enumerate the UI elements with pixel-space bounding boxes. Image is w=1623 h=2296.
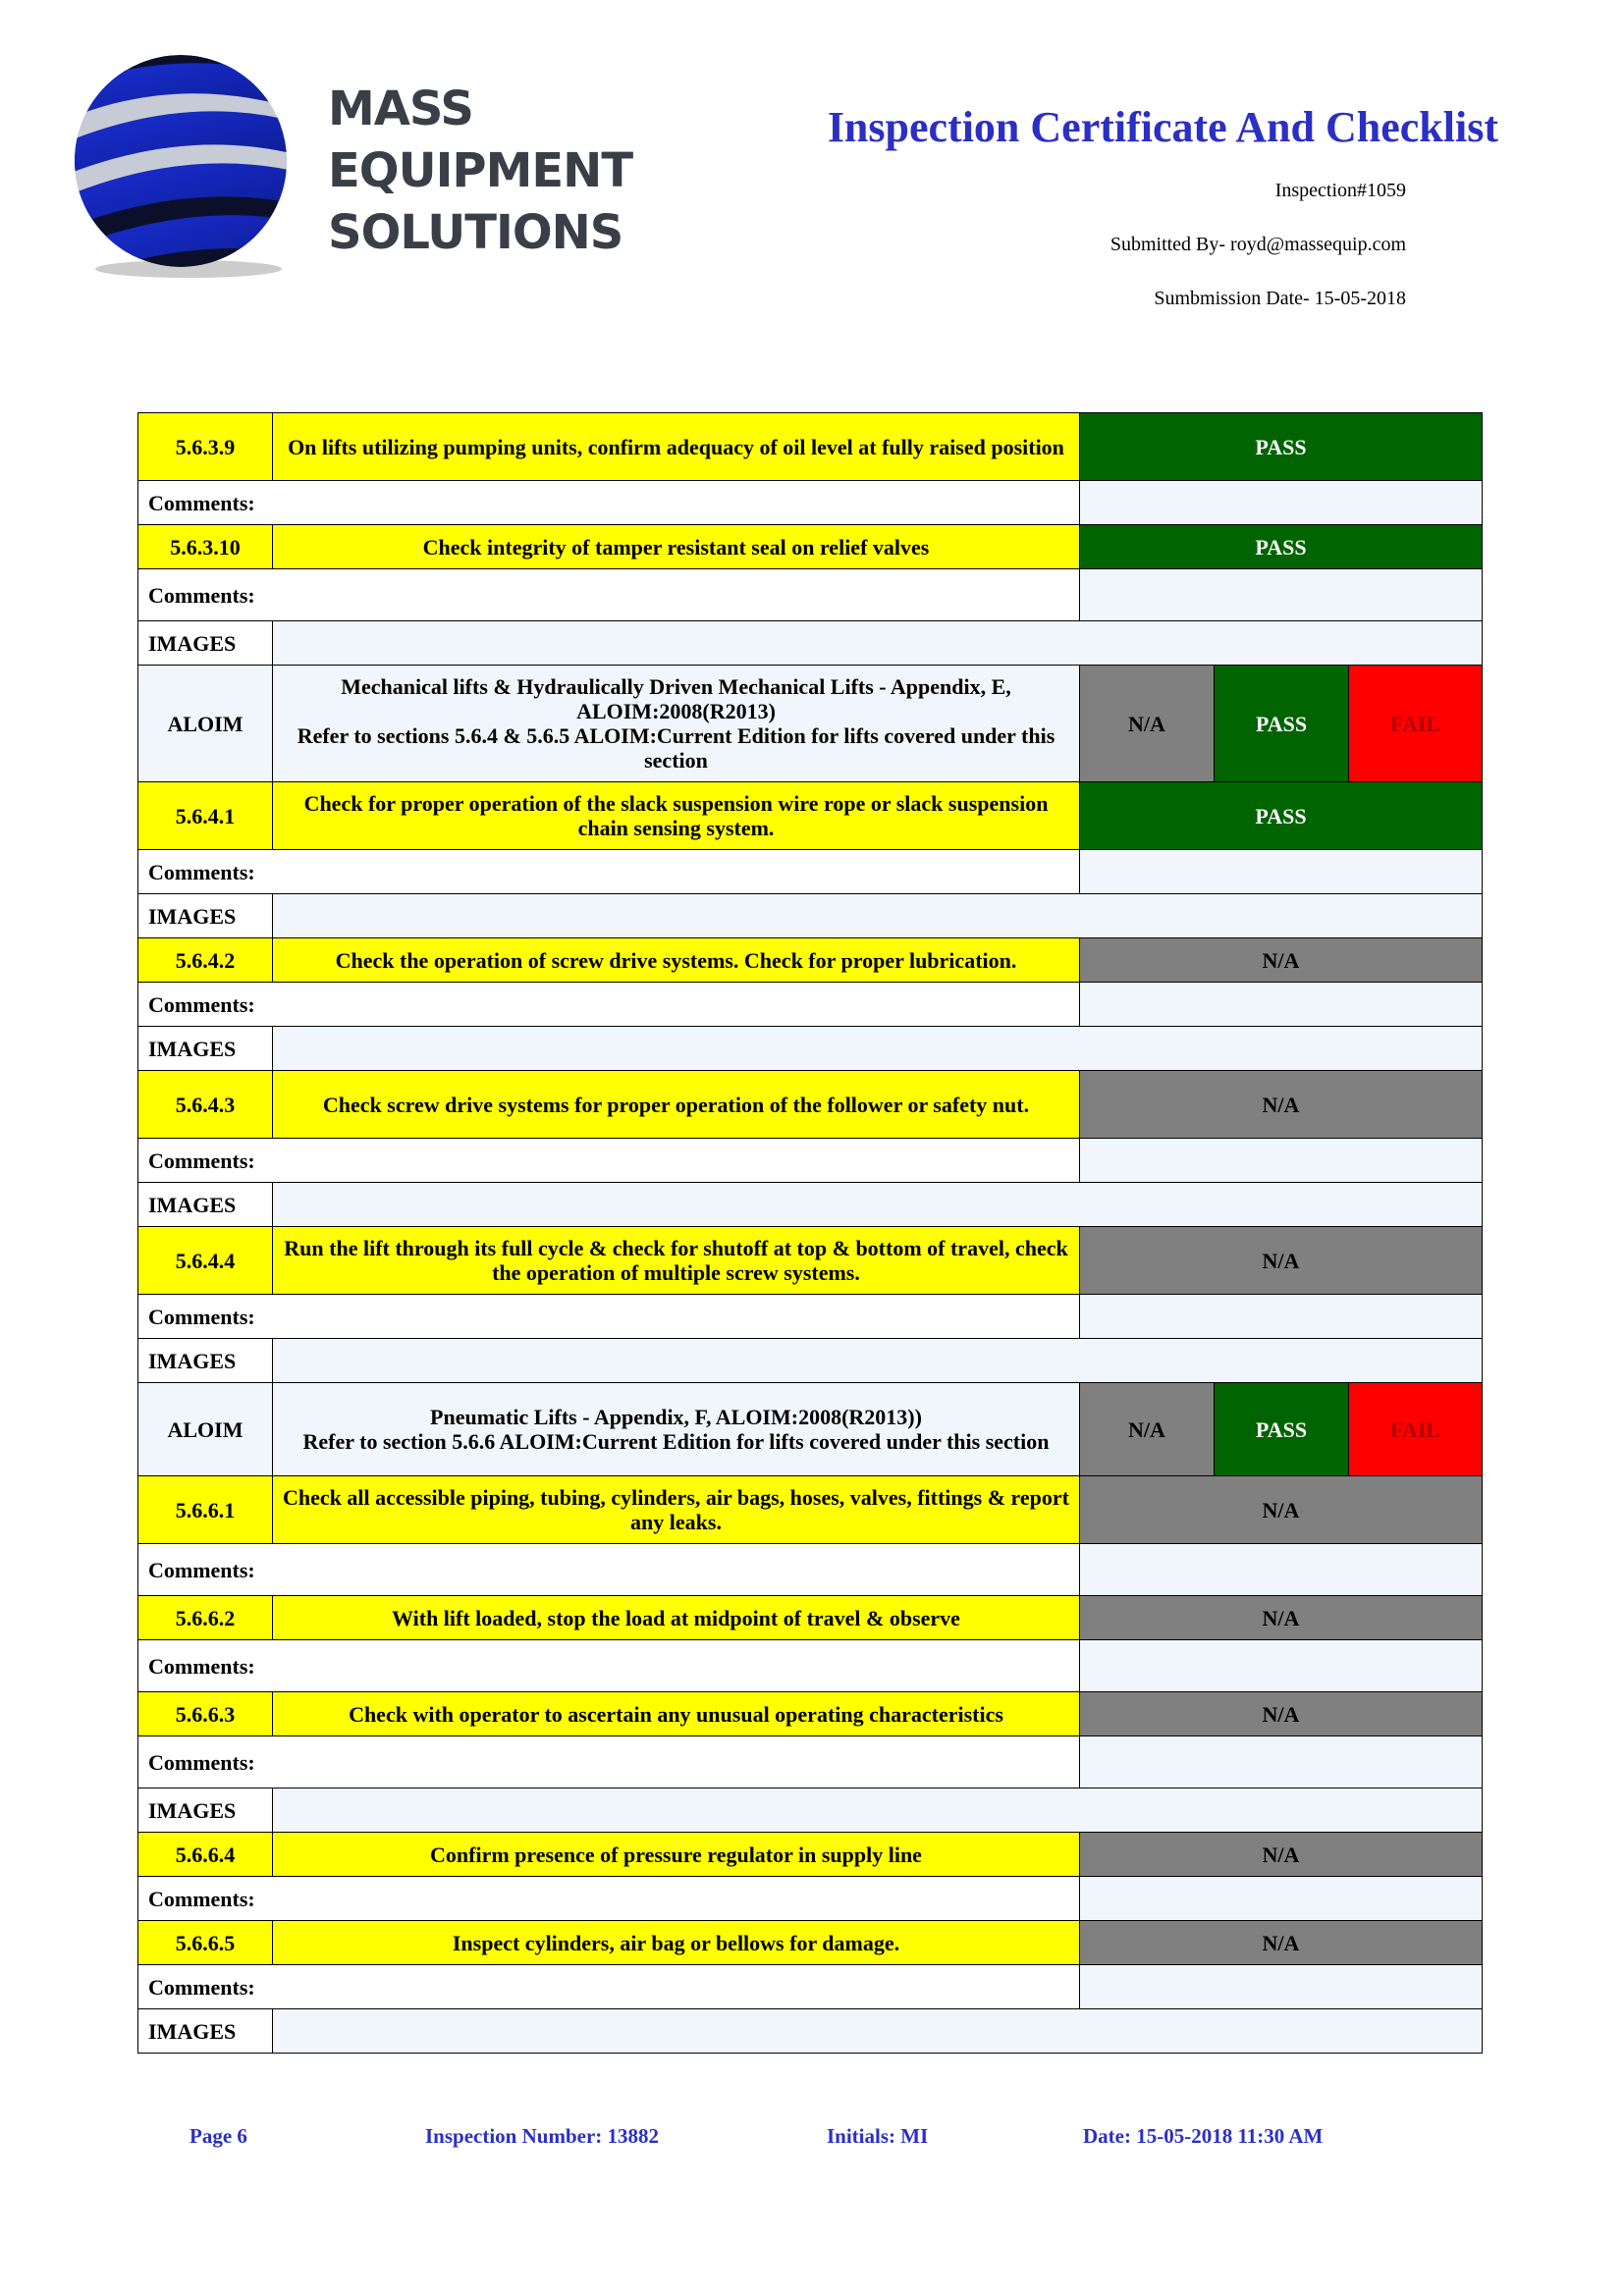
checklist-item-row <box>138 1692 1483 1736</box>
item-description: Check all accessible piping, tubing, cylinders, air bags, hoses, valves, fittings & report any leaks. <box>273 1476 1080 1544</box>
comments-label: Comments: <box>138 850 1080 894</box>
images-row <box>138 2009 1483 2054</box>
checklist-item-row <box>138 1921 1483 1965</box>
section-code: ALOIM <box>138 1383 273 1476</box>
section-title: Pneumatic Lifts - Appendix, F, ALOIM:2008(R2013)) <box>430 1405 922 1429</box>
item-code: 5.6.6.2 <box>138 1596 273 1640</box>
checklist-item-row <box>138 1476 1483 1544</box>
brand-line-1: MASS <box>328 81 473 136</box>
section-header-row <box>138 666 1483 782</box>
images-row <box>138 1339 1483 1383</box>
pass-header: PASS <box>1215 1383 1349 1476</box>
checklist-item-row <box>138 413 1483 481</box>
footer-date: Date: 15-05-2018 11:30 AM <box>1083 2124 1324 2148</box>
comments-label: Comments: <box>138 1640 1080 1692</box>
item-result: PASS <box>1080 413 1483 481</box>
images-label: IMAGES <box>138 1183 273 1227</box>
item-result: N/A <box>1080 1692 1483 1736</box>
na-header: N/A <box>1080 1383 1215 1476</box>
comments-row <box>138 1640 1483 1692</box>
item-code: 5.6.4.1 <box>138 782 273 850</box>
comments-field[interactable] <box>1080 481 1483 525</box>
checklist-item-row <box>138 1227 1483 1295</box>
images-row <box>138 1789 1483 1833</box>
item-code: 5.6.4.2 <box>138 938 273 983</box>
item-result: N/A <box>1080 1227 1483 1295</box>
comments-field[interactable] <box>1080 1640 1483 1692</box>
submitted-by: Submitted By- royd@massequip.com <box>1109 234 1406 255</box>
item-result: N/A <box>1080 1921 1483 1965</box>
comments-label: Comments: <box>138 1877 1080 1921</box>
images-label: IMAGES <box>138 621 273 666</box>
fail-header: FAIL <box>1349 666 1483 782</box>
images-field[interactable] <box>273 894 1483 938</box>
section-description <box>273 1383 1080 1476</box>
section-header-row <box>138 1383 1483 1476</box>
comments-row <box>138 983 1483 1027</box>
item-result: N/A <box>1080 1596 1483 1640</box>
item-code: 5.6.3.9 <box>138 413 273 481</box>
item-result: N/A <box>1080 1833 1483 1877</box>
images-label: IMAGES <box>138 1789 273 1833</box>
images-field[interactable] <box>273 1027 1483 1071</box>
item-description: Check for proper operation of the slack suspension wire rope or slack suspension chain sensing system. <box>273 782 1080 850</box>
item-description: Check screw drive systems for proper operation of the follower or safety nut. <box>273 1071 1080 1139</box>
comments-field[interactable] <box>1080 1544 1483 1596</box>
checklist-item-row <box>138 525 1483 569</box>
comments-field[interactable] <box>1080 1877 1483 1921</box>
item-description: Check the operation of screw drive systems. Check for proper lubrication. <box>273 938 1080 983</box>
item-description: Run the lift through its full cycle & check for shutoff at top & bottom of travel, check the operation of multiple screw systems. <box>273 1227 1080 1295</box>
comments-field[interactable] <box>1080 1965 1483 2009</box>
checklist-table <box>137 412 1483 2054</box>
item-code: 5.6.6.4 <box>138 1833 273 1877</box>
brand-line-2: EQUIPMENT <box>328 143 633 198</box>
images-row <box>138 1183 1483 1227</box>
checklist-item-row <box>138 1071 1483 1139</box>
footer-page: Page 6 <box>189 2124 247 2148</box>
footer-inspection-number: Inspection Number: 13882 <box>425 2124 660 2148</box>
comments-field[interactable] <box>1080 1295 1483 1339</box>
comments-label: Comments: <box>138 1295 1080 1339</box>
section-description <box>273 666 1080 782</box>
images-label: IMAGES <box>138 894 273 938</box>
images-field[interactable] <box>273 1339 1483 1383</box>
item-description: Check with operator to ascertain any unusual operating characteristics <box>273 1692 1080 1736</box>
fail-header: FAIL <box>1349 1383 1483 1476</box>
section-note: Refer to section 5.6.6 ALOIM:Current Edition for lifts covered under this section <box>302 1429 1050 1454</box>
item-code: 5.6.4.4 <box>138 1227 273 1295</box>
images-field[interactable] <box>273 1183 1483 1227</box>
item-description: On lifts utilizing pumping units, confirm adequacy of oil level at fully raised position <box>273 413 1080 481</box>
section-title: Mechanical lifts & Hydraulically Driven Mechanical Lifts - Appendix, E, ALOIM:2008(R2013) <box>341 674 1011 723</box>
comments-row <box>138 1544 1483 1596</box>
submission-date: Sumbmission Date- 15-05-2018 <box>1154 288 1406 309</box>
comments-label: Comments: <box>138 569 1080 621</box>
pass-header: PASS <box>1215 666 1349 782</box>
images-label: IMAGES <box>138 1339 273 1383</box>
item-result: N/A <box>1080 938 1483 983</box>
item-result: N/A <box>1080 1476 1483 1544</box>
comments-row <box>138 1295 1483 1339</box>
section-note: Refer to sections 5.6.4 & 5.6.5 ALOIM:Current Edition for lifts covered under this section <box>297 723 1055 773</box>
item-description: Inspect cylinders, air bag or bellows for damage. <box>273 1921 1080 1965</box>
checklist-item-row <box>138 938 1483 983</box>
comments-label: Comments: <box>138 983 1080 1027</box>
images-row <box>138 621 1483 666</box>
comments-field[interactable] <box>1080 1736 1483 1789</box>
item-result: PASS <box>1080 782 1483 850</box>
na-header: N/A <box>1080 666 1215 782</box>
item-code: 5.6.6.5 <box>138 1921 273 1965</box>
item-description: With lift loaded, stop the load at midpoint of travel & observe <box>273 1596 1080 1640</box>
section-code: ALOIM <box>138 666 273 782</box>
brand-line-3: SOLUTIONS <box>328 205 623 260</box>
comments-row <box>138 1877 1483 1921</box>
images-label: IMAGES <box>138 1027 273 1071</box>
checklist-item-row <box>138 1833 1483 1877</box>
item-result: N/A <box>1080 1071 1483 1139</box>
comments-field[interactable] <box>1080 1139 1483 1183</box>
comments-row <box>138 1736 1483 1789</box>
item-code: 5.6.6.3 <box>138 1692 273 1736</box>
comments-label: Comments: <box>138 481 1080 525</box>
comments-label: Comments: <box>138 1544 1080 1596</box>
item-result: PASS <box>1080 525 1483 569</box>
comments-field[interactable] <box>1080 983 1483 1027</box>
comments-field[interactable] <box>1080 569 1483 621</box>
inspection-id: Inspection#1059 <box>1274 180 1406 201</box>
images-row <box>138 894 1483 938</box>
comments-row <box>138 1965 1483 2009</box>
item-code: 5.6.3.10 <box>138 525 273 569</box>
document-title: Inspection Certificate And Checklist <box>827 103 1498 151</box>
images-label: IMAGES <box>138 2009 273 2054</box>
comments-row <box>138 569 1483 621</box>
comments-label: Comments: <box>138 1736 1080 1789</box>
comments-row <box>138 850 1483 894</box>
item-description: Check integrity of tamper resistant seal on relief valves <box>273 525 1080 569</box>
item-description: Confirm presence of pressure regulator in supply line <box>273 1833 1080 1877</box>
comments-row <box>138 481 1483 525</box>
comments-row <box>138 1139 1483 1183</box>
footer-initials: Initials: MI <box>827 2124 929 2148</box>
brand-name <box>328 79 632 264</box>
checklist-item-row <box>138 782 1483 850</box>
company-logo <box>71 51 633 292</box>
item-code: 5.6.6.1 <box>138 1476 273 1544</box>
comments-label: Comments: <box>138 1965 1080 2009</box>
checklist-item-row <box>138 1596 1483 1640</box>
item-code: 5.6.4.3 <box>138 1071 273 1139</box>
images-field[interactable] <box>273 2009 1483 2054</box>
comments-field[interactable] <box>1080 850 1483 894</box>
globe-logo-icon <box>71 51 297 282</box>
images-field[interactable] <box>273 621 1483 666</box>
comments-label: Comments: <box>138 1139 1080 1183</box>
images-row <box>138 1027 1483 1071</box>
images-field[interactable] <box>273 1789 1483 1833</box>
